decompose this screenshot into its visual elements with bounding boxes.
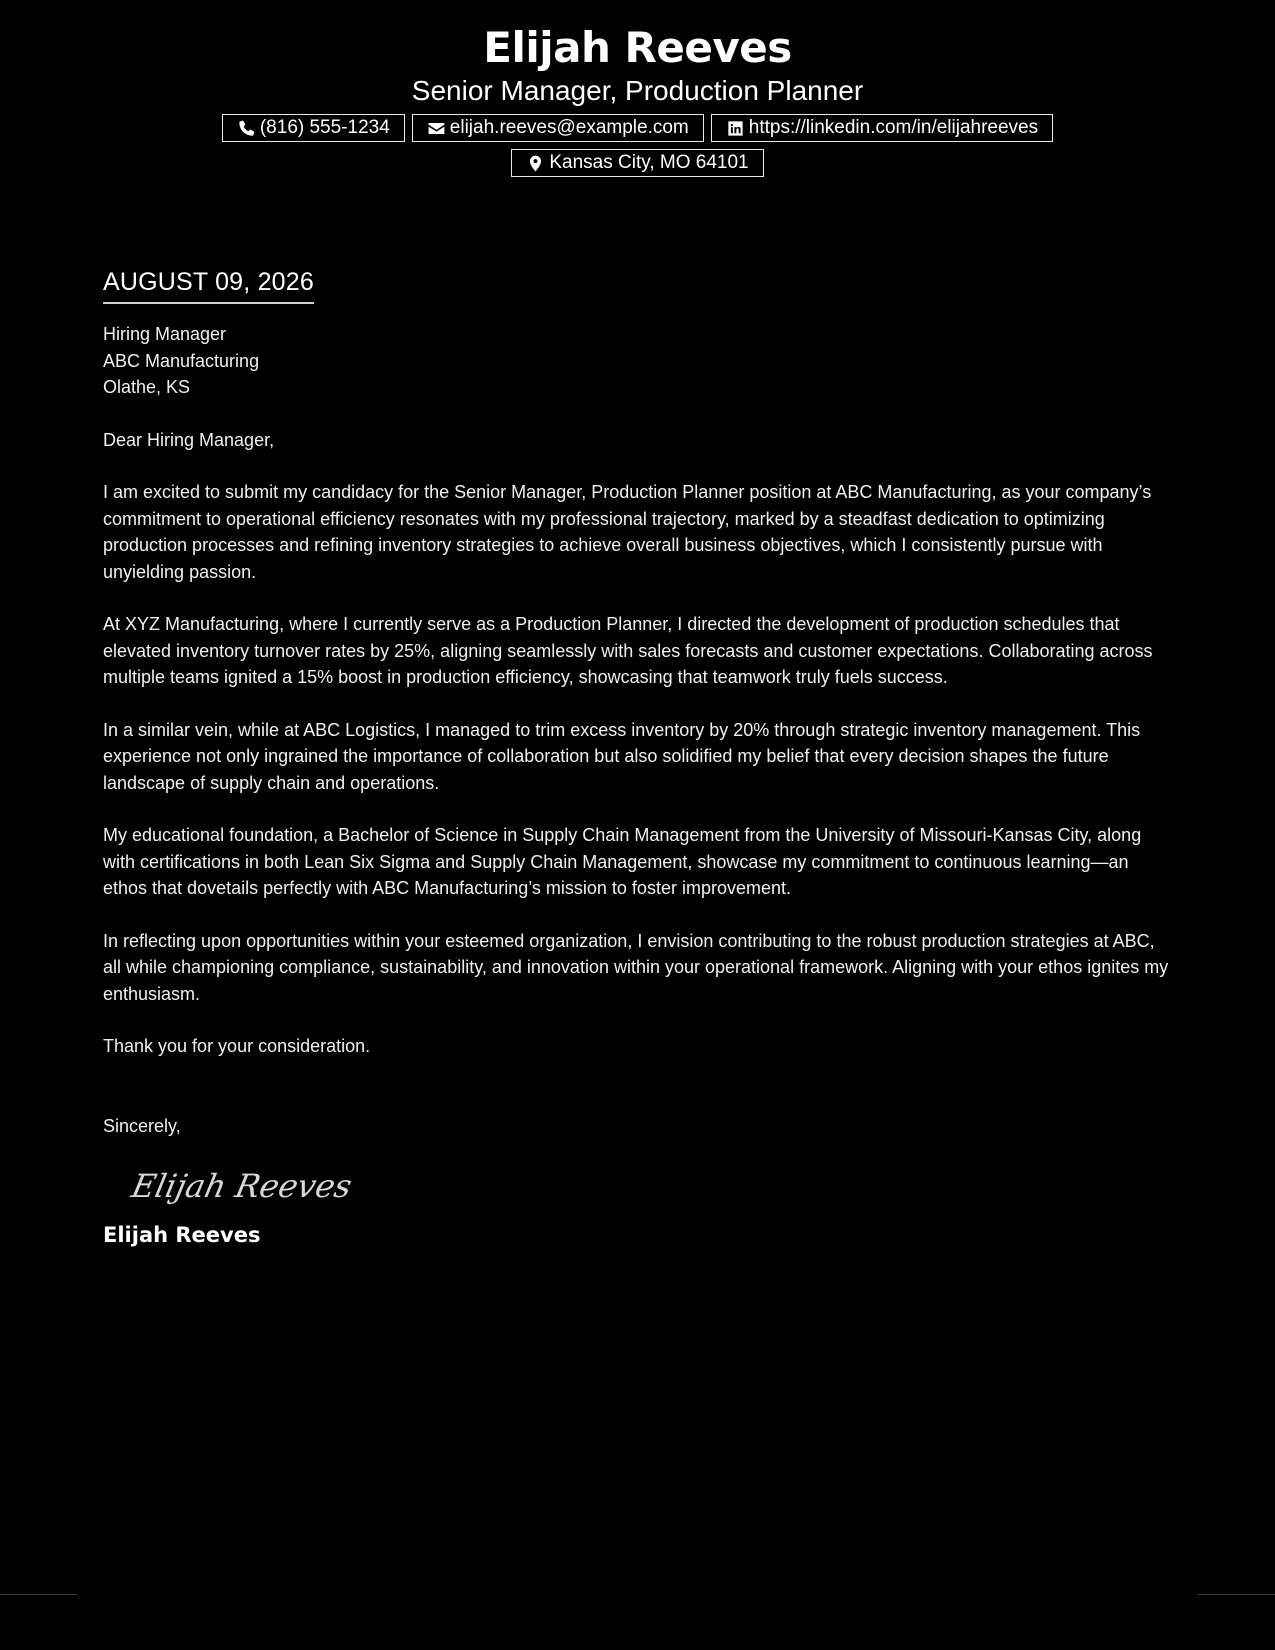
map-pin-icon	[526, 154, 545, 173]
salutation: Dear Hiring Manager,	[103, 429, 275, 450]
letter-header	[0, 22, 1275, 177]
body-paragraph: At XYZ Manufacturing, where I currently serve as a Production Planner, I directed the development of production schedules that elevated inventory turnover rates by 25%, aligning seamlessly with sales forecasts and customer expectations. Collaborating across multiple teams ignited a 15% boost in production efficiency, showcasing that teamwork truly fuels success.	[103, 614, 1153, 687]
linkedin-icon	[726, 119, 745, 138]
recipient-line: ABC Manufacturing	[103, 350, 260, 371]
recipient-block	[103, 321, 1173, 401]
footer-rule-left	[0, 1594, 77, 1595]
phone-icon	[237, 119, 256, 138]
body-paragraph: In a similar vein, while at ABC Logistics, I managed to trim excess inventory by 20% through strategic inventory management. This experience not only ingrained the importance of collaboration but also solidified my belief that every decision shapes the future landscape of supply chain and operations.	[103, 719, 1141, 793]
recipient-line: Olathe, KS	[103, 377, 191, 397]
email-text: elijah.reeves@example.com	[449, 117, 689, 138]
body-paragraph: In reflecting upon opportunities within your esteemed organization, I envision contributing to the robust production strategies at ABC, all while championing compliance, sustainability, and innovation within your operational framework. Aligning with your ethos ignites my enthusiasm.	[103, 930, 1169, 1004]
contact-row-2	[0, 149, 1275, 177]
applicant-title: Senior Manager, Production Planner	[411, 75, 864, 106]
body-paragraph: My educational foundation, a Bachelor of Science in Supply Chain Management from the University of Missouri-Kansas City, along with certifications in both Lean Six Sigma and Supply Chain Management, showcase my commitment to continuous learning—an ethos that dovetails perfectly with ABC Manufacturing’s mission to foster improvement.	[103, 825, 1142, 898]
applicant-name: Elijah Reeves	[483, 23, 792, 72]
contact-location	[511, 149, 763, 177]
contact-row	[0, 114, 1275, 142]
phone-text: (816) 555-1234	[259, 117, 390, 138]
contact-linkedin[interactable]	[711, 114, 1053, 142]
signature-image	[128, 1155, 356, 1215]
contact-phone	[222, 114, 405, 142]
signature	[128, 1155, 1173, 1215]
footer-rule-right	[1197, 1594, 1275, 1595]
linkedin-text: https://linkedin.com/in/elijahreeves	[748, 117, 1039, 138]
letter-body	[103, 262, 1173, 1255]
closing: Sincerely,	[103, 1115, 181, 1136]
body-paragraph: Thank you for your consideration.	[103, 1036, 371, 1056]
signature-text: Elijah Reeves	[128, 1167, 356, 1205]
letter-date: AUGUST 09, 2026	[103, 262, 314, 304]
signer-name: Elijah Reeves	[103, 1223, 261, 1247]
recipient-line: Hiring Manager	[103, 324, 227, 344]
location-text: Kansas City, MO 64101	[549, 152, 749, 173]
contact-email[interactable]	[412, 114, 704, 142]
body-paragraph: I am excited to submit my candidacy for the Senior Manager, Production Planner position at ABC Manufacturing, as your company’s commitment to operational efficiency resonates with my professional trajectory, marked by a steadfast dedication to optimizing production processes and refining inventory strategies to achieve overall business objectives, which I consistently pursue with unyielding passion.	[103, 482, 1152, 582]
envelope-icon	[427, 119, 446, 138]
